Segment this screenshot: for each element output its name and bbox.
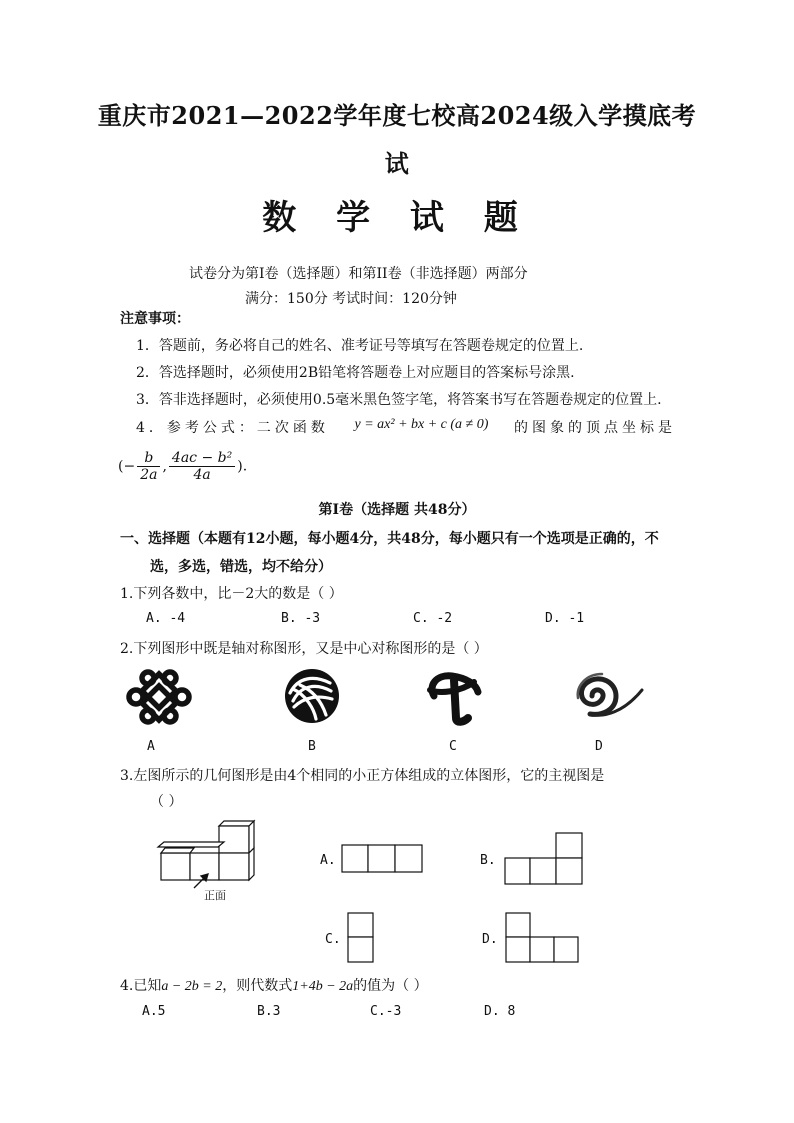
fraction-denominator: 4a	[193, 467, 211, 483]
fraction-b-over-2a	[137, 450, 160, 483]
q2-label-a[interactable]: A	[147, 739, 155, 754]
subject-title: 数 学 试 题	[262, 198, 532, 238]
q3-label-b[interactable]: B.	[480, 853, 496, 868]
fraction-numerator: b	[137, 450, 160, 467]
q4-option-a[interactable]: A.5	[142, 1004, 166, 1019]
q3-option-c-view	[347, 912, 375, 964]
question-3-stem-line2: （ ）	[150, 794, 183, 810]
notes-heading: 注意事项：	[120, 311, 190, 327]
mobile-logo-icon	[284, 667, 340, 725]
score-time-note: 满分：150分 考试时间：120分钟	[245, 291, 457, 307]
q3-label-a[interactable]: A.	[320, 853, 336, 868]
front-label: 正面	[204, 889, 226, 902]
note-item-4	[136, 417, 676, 437]
fraction-numerator: 4ac − b²	[169, 450, 235, 467]
q2-label-d[interactable]: D	[595, 739, 603, 754]
q1-option-d[interactable]: D. -1	[545, 611, 585, 626]
q2-label-b[interactable]: B	[308, 739, 316, 754]
q4-mid: ，则代数式	[222, 978, 293, 994]
q4-prefix: 4.已知	[120, 978, 162, 994]
vertex-comma: ,	[162, 458, 167, 475]
knot-logo-icon	[124, 668, 194, 726]
exam-title-line1: 重庆市2021—2022学年度七校高2024级入学摸底考	[97, 101, 697, 130]
fraction-denominator: 2a	[140, 467, 158, 483]
q4-suffix: 的值为（ ）	[353, 978, 428, 994]
note-item-1: 1．答题前，务必将自己的姓名、准考证号等填写在答题卷规定的位置上.	[136, 338, 584, 354]
part1-heading: 第Ⅰ卷（选择题 共48分）	[318, 502, 476, 518]
question-3-stem-line1: 3.左图所示的几何图形是由4个相同的小正方体组成的立体图形，它的主视图是	[120, 768, 605, 784]
q3-option-a-view	[341, 844, 423, 874]
q1-option-c[interactable]: C. -2	[413, 611, 453, 626]
telecom-logo-icon	[426, 666, 482, 726]
q3-label-d[interactable]: D.	[482, 932, 498, 947]
q4-option-b[interactable]: B.3	[257, 1004, 281, 1019]
q3-option-d-view	[505, 912, 579, 964]
q4-expression: 1+4b − 2a	[292, 979, 354, 994]
q3-label-c[interactable]: C.	[325, 932, 341, 947]
section-heading-line1: 一、选择题（本题有12小题，每小题4分，共48分，每小题只有一个选项是正确的，不	[120, 531, 659, 547]
question-2-stem: 2.下列图形中既是轴对称图形，又是中心对称图形的是（ ）	[120, 641, 488, 657]
note-item-4-prefix: 4．参考公式：二次函数	[136, 420, 329, 436]
q2-label-c[interactable]: C	[449, 739, 457, 754]
q1-option-b[interactable]: B. -3	[281, 611, 321, 626]
q4-condition: a − 2b = 2	[161, 979, 223, 994]
vertex-close: ).	[237, 458, 248, 475]
swirl-logo-icon	[568, 668, 644, 720]
paper-structure-note: 试卷分为第Ⅰ卷（选择题）和第II卷（非选择题）两部分	[189, 266, 528, 282]
question-1-stem: 1.下列各数中，比－2大的数是（ ）	[120, 586, 343, 602]
q1-option-a[interactable]: A. -4	[146, 611, 186, 626]
exam-title-line2: 试	[384, 149, 410, 178]
note-item-4-suffix: 的图象的顶点坐标是	[513, 420, 676, 436]
fraction-4ac-b2-over-4a	[169, 450, 235, 483]
q4-option-c[interactable]: C.-3	[370, 1004, 402, 1019]
vertex-open: (−	[118, 458, 136, 475]
q3-option-b-view	[504, 832, 584, 886]
note-item-3: 3．答非选择题时，必须使用0.5毫米黑色签字笔，将答案书写在答题卷规定的位置上.	[136, 392, 662, 408]
quadratic-formula: y = ax² + bx + c (a ≠ 0)	[354, 417, 489, 432]
q4-option-d[interactable]: D. 8	[484, 1004, 516, 1019]
vertex-formula	[118, 450, 247, 483]
note-item-2: 2．答选择题时，必须使用2B铅笔将答题卷上对应题目的答案标号涂黑.	[136, 365, 575, 381]
section-heading-line2: 选，多选，错选，均不给分）	[150, 559, 332, 575]
question-4-stem	[120, 975, 428, 995]
